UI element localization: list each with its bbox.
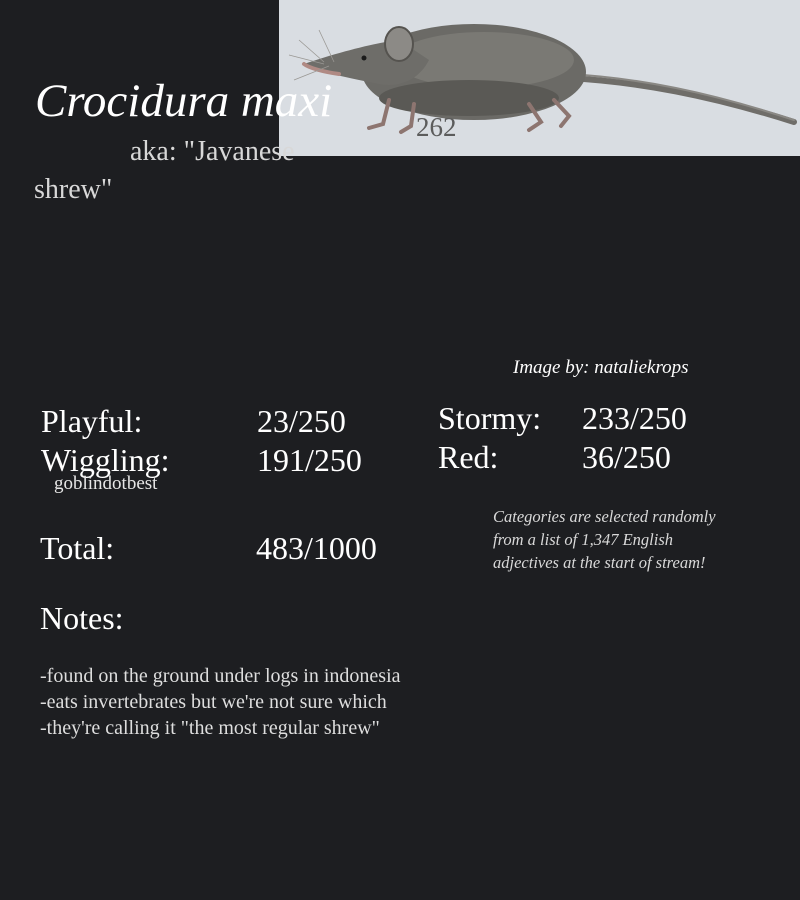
stat-stormy-label: Stormy: (438, 400, 542, 436)
image-credit: Image by: nataliekrops (513, 357, 689, 378)
total-label: Total: (40, 530, 115, 566)
stat-playful-value: 23/250 (257, 403, 346, 439)
notes-list (40, 663, 401, 741)
stat-red-value: 36/250 (582, 439, 671, 475)
stat-red-label: Red: (438, 439, 499, 475)
species-name: Crocidura maxi (35, 75, 333, 127)
stat-wiggling-label: Wiggling: (41, 442, 170, 478)
notes-heading: Notes: (40, 600, 124, 636)
note-item: -eats invertebrates but we're not sure which (40, 691, 387, 713)
common-name-line2: shrew" (34, 174, 113, 205)
stat-playful-label: Playful: (41, 403, 143, 439)
watermark: goblindotbest (54, 473, 158, 494)
common-name-line1: aka: "Javanese (130, 136, 295, 167)
shrew-illustration (279, 0, 800, 156)
total-value: 483/1000 (256, 530, 377, 566)
note-item: -found on the ground under logs in indonesia (40, 665, 401, 687)
note-item: -they're calling it "the most regular shrew" (40, 717, 380, 739)
plate-number: 262 (416, 112, 457, 142)
stat-wiggling-value: 191/250 (257, 442, 362, 478)
stat-stormy-value: 233/250 (582, 400, 687, 436)
shrew-drawing (279, 0, 800, 156)
categories-note: Categories are selected randomly from a list of 1,347 English adjectives at the start of stream! (493, 507, 716, 572)
